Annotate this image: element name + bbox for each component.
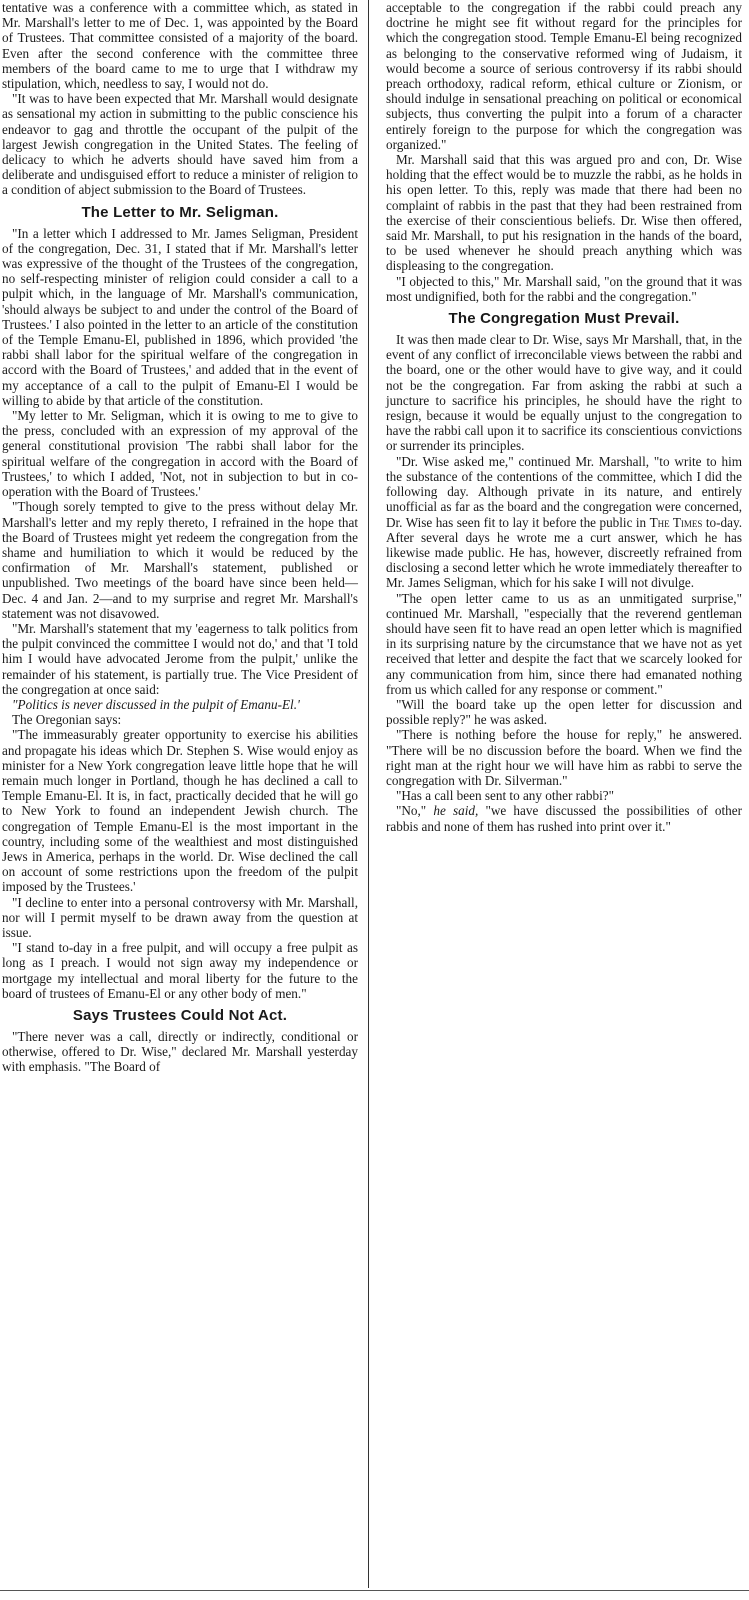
left-column	[2, 0, 358, 1075]
column-divider	[368, 0, 369, 1588]
section-heading-trustees: Says Trustees Could Not Act.	[72, 1007, 288, 1024]
paragraph: "There is nothing before the house for reply," he answered. "There will be no discussion before the board. When we find the right man at the right hour we will have him as rabbi to serve the congregation with Dr. Silverman."	[386, 727, 742, 788]
newspaper-name: The Times	[649, 514, 703, 530]
paragraph: "There never was a call, directly or indirectly, conditional or otherwise, offered to Dr. Wise," declared Mr. Marshall yesterday with emphasis. "The Board of	[2, 1029, 358, 1075]
paragraph: "In a letter which I addressed to Mr. James Seligman, President of the congregation, Dec. 31, I stated that if Mr. Marshall's letter was expressive of the thought of the Trustees of the congregation, no self-respecting minister of religion could consider a call to a pulpit which, in the language of Mr. Marshall's communication, 'should always be subject to and under the control of the Board of Trustees.' I also pointed in the letter to an article of the constitution of the Temple Emanu-El, published in 1896, which provided 'the rabbi shall labor for the spiritual welfare of the congregation in accord with the Board of Trustees,' and added that in the event of my acceptance of a call to the pulpit of Emanu-El I would be willing to abide by that article of the constitution.	[2, 225, 358, 408]
paragraph: "Mr. Marshall's statement that my 'eagerness to talk politics from the pulpit convinced the committee I would not do,' and that 'I told him I would have advocated Jerome from the pulpit,' unlike the remainder of his statement, is partially true. The Vice President of the congregation at once said:	[2, 620, 358, 697]
paragraph: "The immeasurably greater opportunity to exercise his abilities and propagate his ideas which Dr. Stephen S. Wise would enjoy as minister for a New York congregation leave little hope that he will remain much longer in Portland, though he has declined a call to Temple Emanu-El. It is, in fact, practically decided that he will go to New York to found an independent Jewish church. The congregation of Temple Emanu-El is the most important in the country, including some of the wealthiest and most distinguished Jews in America, perhaps in the world. Dr. Wise declined the call on account of some restrictions upon the freedom of the pulpit imposed by the Trustees.'	[2, 727, 358, 895]
paragraph	[2, 697, 358, 712]
text-run: "Dr. Wise asked me," continued Mr. Marshall, "to write to him the substance of the contentions of the committee, which I did the following day. Although private in its nature, and entirely unofficial as far as the board and the congregation were concerned, Dr. Wise has seen fit to lay it before the public in	[386, 453, 742, 530]
text-run: "we have discussed the possibilities of other rabbis and none of them has rushed into print over it."	[386, 803, 742, 834]
paragraph	[386, 803, 742, 833]
paragraph: "I stand to-day in a free pulpit, and will occupy a free pulpit as long as I preach. I would not sign away my independence or mortgage my intellectual and moral liberty for the future to the board of trustees of Emanu-El or any other body of men."	[2, 940, 358, 1001]
paragraph	[386, 454, 742, 591]
text-run: "No,"	[396, 803, 434, 819]
text-run: to-day. After several days he wrote me a curt answer, which he has likewise made public. He has, however, discreetly refrained from disclosing a second letter which he wrote immediately thereafter to Mr. James Seligman, which for his sake I will not divulge.	[386, 514, 742, 591]
paragraph: Mr. Marshall said that this was argued pro and con, Dr. Wise holding that the effect would be to muzzle the rabbi, as he holds in his open letter. To this, reply was made that there had been no complaint of rabbis in the past that they had been restrained from the exercise of their conscientious beliefs. Dr. Wise then offered, said Mr. Marshall, to put his resignation in the hands of the board, to be used whenever he should preach anything which was displeasing to the congregation.	[386, 152, 742, 274]
paragraph: "Though sorely tempted to give to the press without delay Mr. Marshall's letter and my reply thereto, I refrained in the hope that the Board of Trustees might yet redeem the congregation from the shame and humiliation to which it would be reduced by the confirmation of Mr. Marshall's statement, published or unpublished. Two meetings of the board have since been held—Dec. 4 and Jan. 2—and to my surprise and regret Mr. Marshall's statement was not disavowed.	[2, 499, 358, 621]
paragraph: "I objected to this," Mr. Marshall said, "on the ground that it was most undignified, both for the rabbi and the congregation."	[386, 273, 742, 304]
paragraph: "My letter to Mr. Seligman, which it is owing to me to give to the press, concluded with an expression of my approval of the general constitutional provision 'The rabbi shall labor for the spiritual welfare of the congregation in accord with the Board of Trustees,' to which I added, 'Not, not in subjection to but in co-operation with the Board of Trustees.'	[2, 408, 358, 500]
paragraph: "Has a call been sent to any other rabbi?"	[396, 788, 615, 804]
paragraph: "Will the board take up the open letter for discussion and possible reply?" he was asked.	[386, 696, 742, 728]
italic-quote: "Politics is never discussed in the pulpit of Emanu-El.'	[12, 696, 300, 712]
paragraph: "The open letter came to us as an unmitigated surprise," continued Mr. Marshall, "especially that the reverend gentleman should have seen fit to have read an open letter which is magnified in its surprising nature by the circumstance that we have not as yet received that letter and despite the fact that we scarcely looked for any communication from him, since there had emanated nothing from us which called for any response or comment."	[386, 590, 742, 697]
bottom-border	[0, 1590, 749, 1591]
paragraph: The Oregonian says:	[12, 712, 122, 728]
paragraph: It was then made clear to Dr. Wise, says Mr Marshall, that, in the event of any conflict of irreconcilable views between the rabbi and the board, one or the other would have to give way, and it could not be the congregation. Far from asking the rabbi at such a juncture to sacrifice his principles, he should have the right to resign, because it would be equally unjust to the congregation to have the rabbi call upon it to sacrifice its conscientious convictions or surrender its principles.	[386, 332, 742, 454]
paragraph: "I decline to enter into a personal controversy with Mr. Marshall, nor will I permit myself to be drawn away from the question at issue.	[2, 894, 358, 940]
section-heading-seligman-letter: The Letter to Mr. Seligman.	[81, 203, 279, 221]
paragraph: "It was to have been expected that Mr. Marshall would designate as sensational my action in submitting to the public conscience his endeavor to gag and throttle the occupant of the pulpit of the largest Jewish congregation in the United States. The feeling of delicacy to which he adverts should have saved him from a deliberate and undisguised effort to reduce a minister of religion to a condition of abject submission to the Board of Trustees.	[2, 91, 358, 198]
right-column	[386, 0, 742, 834]
paragraph: acceptable to the congregation if the rabbi could preach any doctrine he might see fit without regard for the principles for which the congregation stood. Temple Emanu-El being recognized as belonging to the conservative reformed wing of Judaism, it would become a source of serious controversy if its rabbi should preach orthodoxy, radical reform, ethical culture or Zionism, or should indulge in sensational preaching on political or economical subjects, thus converting the pulpit into a forum of a character entirely foreign to the purpose for which the congregation was organized."	[386, 0, 742, 152]
italic-run: he said,	[433, 803, 479, 819]
paragraph: tentative was a conference with a committee which, as stated in Mr. Marshall's letter to me of Dec. 1, was appointed by the Board of Trustees. That committee consisted of a majority of the board. Even after the second conference with the committee three members of the board came to me to urge that I withdraw my stipulation, which, needless to say, I would not do.	[2, 0, 358, 92]
section-heading-congregation: The Congregation Must Prevail.	[448, 310, 680, 328]
